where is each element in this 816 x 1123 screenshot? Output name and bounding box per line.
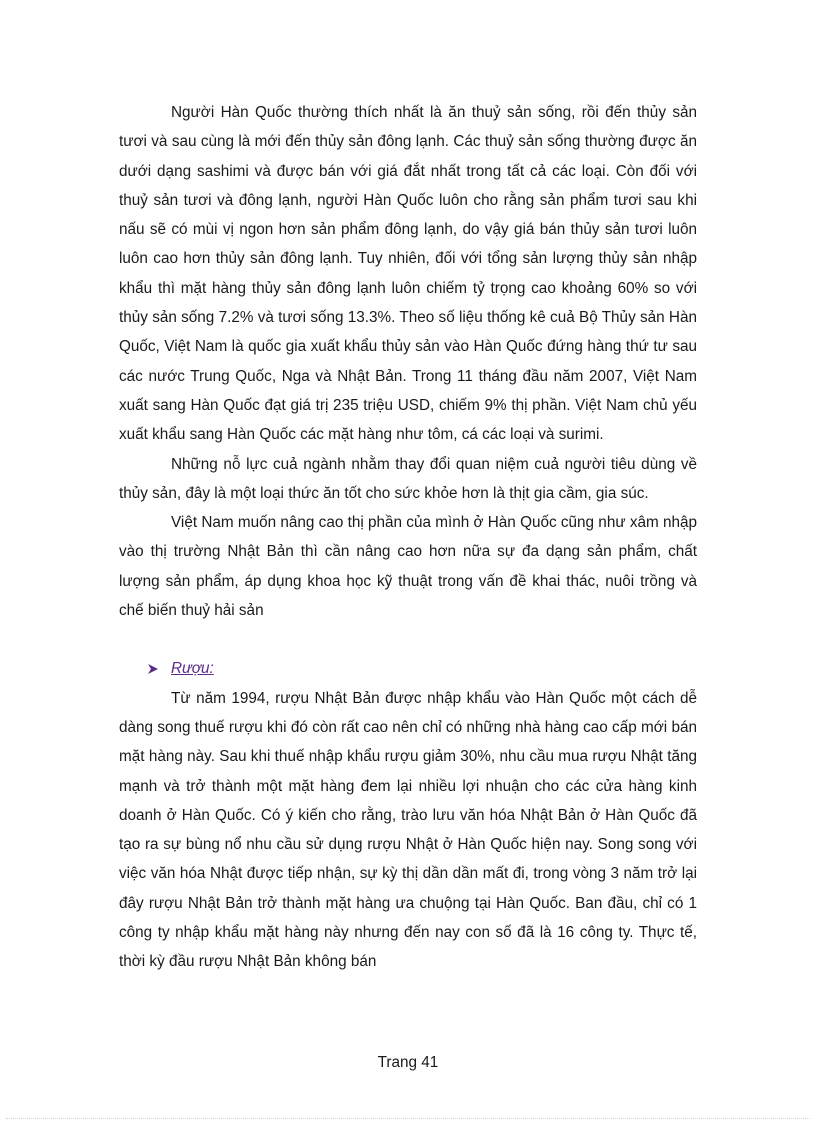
- page-number: Trang 41: [377, 1054, 439, 1071]
- paragraph-vietnam-market-share: Việt Nam muốn nâng cao thị phần của mình ở Hàn Quốc cũng như xâm nhập vào thị trường Nhật Bản thì cần nâng cao hơn nữa sự đa dạng sản phẩm, chất lượng sản phẩm, áp dụng khoa học kỹ thuật trong vấn đề khai thác, nuôi trồng và chế biến thuỷ hải sản: [119, 514, 697, 620]
- section-heading-text: Rượu:: [171, 660, 214, 678]
- paragraph-japanese-liquor: Từ năm 1994, rượu Nhật Bản được nhập khẩu vào Hàn Quốc một cách dễ dàng song thuế rượu khi đó còn rất cao nên chỉ có những nhà hàng cao cấp mới bán mặt hàng này. Sau khi thuế nhập khẩu rượu giảm 30%, nhu cầu mua rượu Nhật tăng mạnh và trở thành một mặt hàng đem lại nhiều lợi nhuận cho các cửa hàng kinh doanh ở Hàn Quốc. Có ý kiến cho rằng, trào lưu văn hóa Nhật Bản ở Hàn Quốc đã tạo ra sự bùng nổ nhu cầu sử dụng rượu Nhật ở Hàn Quốc hiện nay. Song song với việc văn hóa Nhật được tiếp nhận, sự kỳ thị dần dần mất đi, trong vòng 3 năm trở lại đây rượu Nhật Bản trở thành mặt hàng ưa chuộng tại Hàn Quốc. Ban đầu, chỉ có 1 công ty nhập khẩu mặt hàng này nhưng đến nay con số đã là 16 công ty. Thực tế, thời kỳ đầu rượu Nhật Bản không bán: [119, 689, 697, 971]
- section-heading-ruou: [119, 654, 697, 683]
- page-body: [119, 98, 697, 977]
- paragraph-seafood-preferences: Người Hàn Quốc thường thích nhất là ăn thuỷ sản sống, rồi đến thủy sản tươi và sau cùng là mới đến thủy sản đông lạnh. Các thuỷ sản sống thường được ăn dưới dạng sashimi và được bán với giá đắt nhất trong tất cả các loại. Còn đối với thuỷ sản tươi và đông lạnh, người Hàn Quốc luôn cho rằng sản phẩm tươi sau khi nấu sẽ có mùi vị ngon hơn sản phẩm đông lạnh, do vậy giá bán thủy sản tươi luôn luôn cao hơn thủy sản đông lạnh. Tuy nhiên, đối với tổng sản lượng thủy sản nhập khẩu thì mặt hàng thủy sản đông lạnh luôn chiếm tỷ trọng cao khoảng 60% so với thủy sản sống 7.2% và tươi sống 13.3%. Theo số liệu thống kê cuả Bộ Thủy sản Hàn Quốc, Việt Nam là quốc gia xuất khẩu thủy sản vào Hàn Quốc đứng hàng thứ tư sau các nước Trung Quốc, Nga và Nhật Bản. Trong 11 tháng đầu năm 2007, Việt Nam xuất sang Hàn Quốc đạt giá trị 235 triệu USD, chiếm 9% thị phần. Việt Nam chủ yếu xuất khẩu sang Hàn Quốc các mặt hàng như tôm, cá các loại và surimi.: [119, 104, 697, 444]
- page-divider: [6, 1118, 810, 1119]
- section-spacer: [119, 625, 697, 654]
- paragraph-industry-efforts: Những nỗ lực cuả ngành nhằm thay đổi quan niệm cuả người tiêu dùng về thủy sản, đây là một loại thức ăn tốt cho sức khỏe hơn là thịt gia cầm, gia súc.: [119, 455, 697, 502]
- arrow-bullet-icon: [147, 663, 159, 675]
